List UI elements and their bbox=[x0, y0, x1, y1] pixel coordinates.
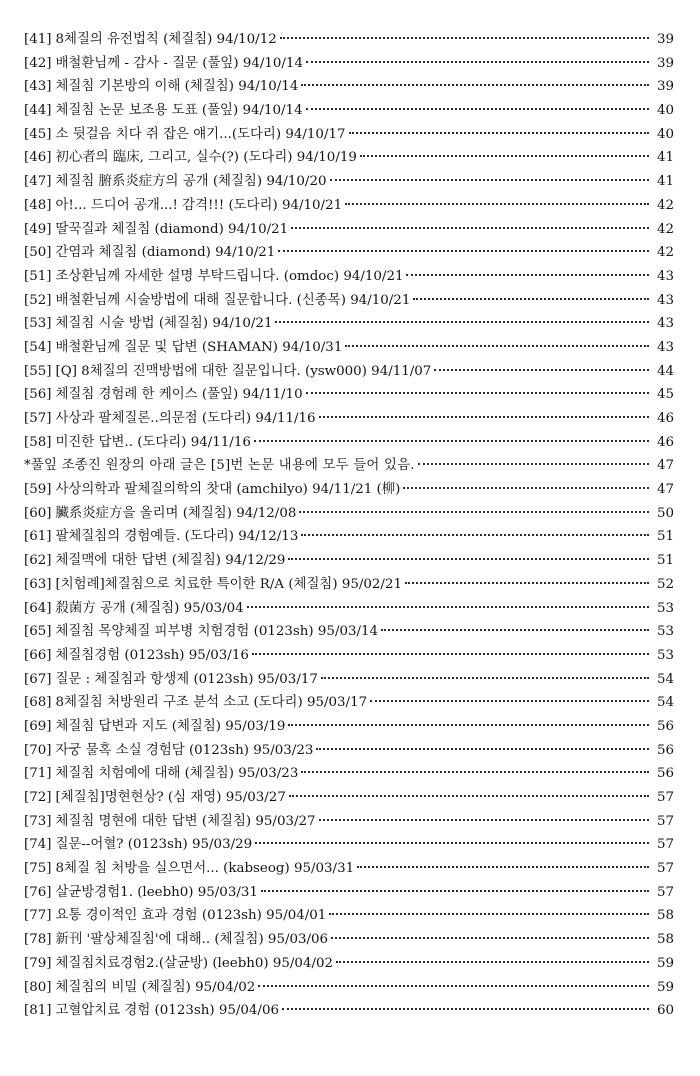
toc-entry-page-number: 44 bbox=[656, 363, 674, 379]
dot-leader bbox=[345, 203, 649, 205]
toc-entry-title: 아!... 드디어 공개...! 감격!!! (도다리) 94/10/21 bbox=[55, 197, 343, 213]
toc-entry-number: [81] bbox=[24, 1003, 52, 1019]
dot-leader bbox=[405, 582, 649, 584]
toc-entry-title: 배철환님께 - 감사 - 질문 (풀잎) 94/10/14 bbox=[55, 55, 303, 71]
toc-entry-page-number: 57 bbox=[656, 790, 674, 805]
toc-entry-title: 체질침의 비밀 (체질침) 95/04/02 bbox=[55, 979, 256, 995]
toc-entry-page-number: 54 bbox=[656, 671, 674, 687]
toc-entry-title: 질문--어혈? (0123sh) 95/03/29 bbox=[55, 837, 253, 853]
toc-entry bbox=[24, 525, 674, 549]
dot-leader bbox=[299, 511, 649, 513]
toc-entry-title: 고혈압치료 경험 (0123sh) 95/04/06 bbox=[55, 1003, 279, 1019]
toc-entry-page-number: 47 bbox=[656, 482, 674, 498]
toc-entry-page-number: 46 bbox=[656, 434, 674, 450]
toc-entry-page-number: 43 bbox=[656, 316, 674, 332]
toc-entry-page-number: 51 bbox=[656, 529, 674, 545]
dot-leader bbox=[418, 463, 649, 465]
dot-leader bbox=[316, 748, 649, 750]
toc-entry-number: [70] bbox=[24, 742, 52, 758]
toc-entry bbox=[24, 857, 674, 881]
toc-entry-page-number: 39 bbox=[656, 32, 674, 47]
toc-entry-title: 체질침 시술 방법 (체질침) 94/10/21 bbox=[55, 316, 273, 332]
toc-entry-title: 체질침 답변과 지도 (체질침) 95/03/19 bbox=[55, 718, 286, 734]
toc-entry bbox=[24, 360, 674, 384]
dot-leader bbox=[349, 132, 650, 134]
toc-entry-page-number: 39 bbox=[656, 79, 674, 95]
toc-entry-number: [66] bbox=[24, 647, 52, 663]
toc-entry-page-number: 53 bbox=[656, 624, 674, 640]
toc-entry-number: [43] bbox=[24, 79, 52, 95]
toc-entry-number: [80] bbox=[24, 979, 52, 995]
dot-leader bbox=[247, 606, 649, 608]
toc-entry bbox=[24, 549, 674, 573]
toc-entry-page-number: 57 bbox=[656, 884, 674, 900]
toc-entry-number: [75] bbox=[24, 861, 52, 877]
dot-leader bbox=[288, 558, 649, 560]
toc-entry-title: 요통 경이적인 효과 경험 (0123sh) 95/04/01 bbox=[55, 908, 327, 924]
toc-entry-title: 臟系炎症方을 올리며 (체질침) 94/12/08 bbox=[55, 505, 297, 521]
toc-entry bbox=[24, 123, 674, 147]
toc-entry bbox=[24, 668, 674, 692]
toc-entry-page-number: 52 bbox=[656, 576, 674, 592]
toc-entry-page-number: 42 bbox=[656, 245, 674, 261]
toc-entry-number: [77] bbox=[24, 908, 52, 924]
dot-leader bbox=[280, 37, 649, 39]
toc-entry-page-number: 45 bbox=[656, 387, 674, 403]
dot-leader bbox=[306, 392, 649, 394]
toc-entry-title: 체질침치료경험2.(살균방) (leebh0) 95/04/02 bbox=[55, 955, 334, 971]
toc-entry bbox=[24, 597, 674, 621]
toc-entry-page-number: 59 bbox=[656, 955, 674, 971]
toc-entry-page-number: 56 bbox=[656, 742, 674, 758]
toc-entry bbox=[24, 478, 674, 502]
toc-entry-title: 新刊 '팔상체질침'에 대해.. (체질침) 95/03/06 bbox=[55, 932, 329, 948]
toc-entry-number: [55] bbox=[24, 363, 52, 379]
dot-leader bbox=[406, 274, 649, 276]
toc-entry-number: [50] bbox=[24, 245, 52, 261]
toc-entry-number: [59] bbox=[24, 482, 52, 498]
toc-entry-number: [60] bbox=[24, 505, 52, 521]
toc-entry-title: 질문 : 체질침과 항생제 (0123sh) 95/03/17 bbox=[55, 671, 318, 687]
toc-entry-number: [56] bbox=[24, 387, 52, 403]
toc-entry-page-number: 43 bbox=[656, 268, 674, 284]
toc-entry-number: [52] bbox=[24, 292, 52, 308]
toc-entry-page-number: 53 bbox=[656, 600, 674, 616]
toc-entry bbox=[24, 265, 674, 289]
toc-entry-page-number: 39 bbox=[656, 55, 674, 71]
toc-entry bbox=[24, 99, 674, 123]
toc-entry-number: [68] bbox=[24, 695, 52, 711]
toc-entry bbox=[24, 383, 674, 407]
dot-leader bbox=[301, 534, 649, 536]
toc-entry-number: [58] bbox=[24, 434, 52, 450]
toc-entry-page-number: 54 bbox=[656, 695, 674, 711]
toc-entry-title: 조상환님께 자세한 설명 부탁드립니다. (omdoc) 94/10/21 bbox=[55, 268, 404, 284]
toc-entry-title: [치험례]체질침으로 치료한 특이한 R/A (체질침) 95/02/21 bbox=[55, 576, 402, 592]
toc-entry-title: 初心者의 臨床, 그리고, 실수(?) (도다리) 94/10/19 bbox=[55, 150, 357, 166]
toc-entry-title: [체질침]명현현상? (심 재영) 95/03/27 bbox=[55, 790, 286, 805]
toc-entry-title: 8체질의 유전법칙 (체질침) 94/10/12 bbox=[55, 32, 277, 47]
dot-leader bbox=[301, 84, 649, 86]
toc-entry bbox=[24, 739, 674, 763]
dot-leader bbox=[330, 179, 650, 181]
toc-entry-page-number: 57 bbox=[656, 861, 674, 877]
toc-entry-number: [62] bbox=[24, 553, 52, 569]
toc-entry-page-number: 60 bbox=[656, 1003, 674, 1019]
toc-entry-page-number: 59 bbox=[656, 979, 674, 995]
toc-entry-number: [63] bbox=[24, 576, 52, 592]
toc-entry-page-number: 40 bbox=[656, 126, 674, 142]
toc-entry-title: 배철환님께 시술방법에 대해 질문합니다. (신종목) 94/10/21 bbox=[55, 292, 411, 308]
toc-entry-number: [41] bbox=[24, 32, 52, 47]
toc-entry bbox=[24, 691, 674, 715]
toc-entry bbox=[24, 194, 674, 218]
toc-entry-title: 사상의학과 팔체질의학의 찻대 (amchilyo) 94/11/21 (柳) bbox=[55, 482, 401, 498]
toc-entry-page-number: 56 bbox=[656, 766, 674, 782]
dot-leader bbox=[261, 890, 649, 892]
toc-entry-page-number: 43 bbox=[656, 292, 674, 308]
toc-entry-page-number: 57 bbox=[656, 837, 674, 853]
toc-entry bbox=[24, 502, 674, 526]
toc-entry bbox=[24, 904, 674, 928]
toc-entry bbox=[24, 715, 674, 739]
dot-leader bbox=[403, 487, 649, 489]
toc-entry bbox=[24, 407, 674, 431]
toc-entry-number: [71] bbox=[24, 766, 52, 782]
toc-entry-number: [45] bbox=[24, 126, 52, 142]
toc-entry-title: *풀잎 조종진 원장의 아래 글은 [5]번 논문 내용에 모두 들어 있음. bbox=[24, 458, 415, 474]
toc-entry-title: 8체질침 처방원리 구조 분석 소고 (도다리) 95/03/17 bbox=[55, 695, 368, 711]
toc-entry-number: [74] bbox=[24, 837, 52, 853]
dot-leader bbox=[329, 913, 649, 915]
toc-entry bbox=[24, 999, 674, 1023]
toc-entry-number: [65] bbox=[24, 624, 52, 640]
dot-leader bbox=[345, 345, 649, 347]
toc-entry-title: 체질침 목양체질 피부병 치험경험 (0123sh) 95/03/14 bbox=[55, 624, 379, 640]
dot-leader bbox=[254, 440, 649, 442]
toc-entry-title: 체질침경험 (0123sh) 95/03/16 bbox=[55, 647, 249, 663]
toc-entry bbox=[24, 762, 674, 786]
toc-entry-title: 체질침 논문 보조용 도표 (풀잎) 94/10/14 bbox=[55, 103, 303, 119]
toc-entry-title: 간염과 체질침 (diamond) 94/10/21 bbox=[55, 245, 276, 261]
toc-entry-number: [47] bbox=[24, 174, 52, 190]
toc-entry-page-number: 42 bbox=[656, 197, 674, 213]
toc-entry bbox=[24, 289, 674, 313]
toc-entry bbox=[24, 336, 674, 360]
dot-leader bbox=[255, 842, 649, 844]
dot-leader bbox=[288, 724, 649, 726]
dot-leader bbox=[321, 677, 649, 679]
toc-entry bbox=[24, 810, 674, 834]
toc-entry-title: 살균방경험1. (leebh0) 95/03/31 bbox=[55, 884, 258, 900]
toc-entry-title: 체질침 경험례 한 케이스 (풀잎) 94/11/10 bbox=[55, 387, 303, 403]
toc-entry-page-number: 46 bbox=[656, 411, 674, 426]
dot-leader bbox=[289, 795, 649, 797]
toc-entry-page-number: 50 bbox=[656, 505, 674, 521]
toc-entry-page-number: 41 bbox=[656, 150, 674, 166]
dot-leader bbox=[331, 937, 649, 939]
toc-entry-title: 殺菌方 공개 (체질침) 95/03/04 bbox=[55, 600, 244, 616]
toc-entry-number: [46] bbox=[24, 150, 52, 166]
table-of-contents bbox=[24, 28, 674, 1023]
toc-entry-number: [78] bbox=[24, 932, 52, 948]
dot-leader bbox=[275, 321, 649, 323]
toc-entry bbox=[24, 928, 674, 952]
toc-entry bbox=[24, 431, 674, 455]
toc-entry bbox=[24, 218, 674, 242]
toc-entry-title: 체질침 명현에 대한 답변 (체질침) 95/03/27 bbox=[55, 813, 316, 829]
toc-entry bbox=[24, 881, 674, 905]
toc-entry bbox=[24, 620, 674, 644]
toc-entry bbox=[24, 833, 674, 857]
dot-leader bbox=[381, 629, 649, 631]
toc-entry bbox=[24, 786, 674, 810]
dot-leader bbox=[306, 61, 649, 63]
dot-leader bbox=[413, 298, 649, 300]
toc-entry bbox=[24, 644, 674, 668]
toc-entry bbox=[24, 312, 674, 336]
toc-entry-title: 미진한 답변.. (도다리) 94/11/16 bbox=[55, 434, 251, 450]
toc-entry-page-number: 40 bbox=[656, 103, 674, 119]
toc-entry-page-number: 51 bbox=[656, 553, 674, 569]
dot-leader bbox=[357, 866, 649, 868]
toc-entry bbox=[24, 52, 674, 76]
toc-entry-title: 체질침 기본방의 이해 (체질침) 94/10/14 bbox=[55, 79, 299, 95]
toc-entry-number: [44] bbox=[24, 103, 52, 119]
toc-entry-number: [48] bbox=[24, 197, 52, 213]
toc-entry bbox=[24, 146, 674, 170]
toc-entry-number: [54] bbox=[24, 339, 52, 355]
toc-entry-title: [Q] 8체질의 진맥방법에 대한 질문입니다. (ysw000) 94/11/07 bbox=[55, 363, 432, 379]
toc-entry-number: [51] bbox=[24, 268, 52, 284]
toc-entry-number: [49] bbox=[24, 221, 52, 237]
toc-entry-page-number: 53 bbox=[656, 647, 674, 663]
toc-entry bbox=[24, 75, 674, 99]
toc-entry-number: [79] bbox=[24, 955, 52, 971]
toc-entry bbox=[24, 241, 674, 265]
toc-entry bbox=[24, 170, 674, 194]
toc-entry-title: 배철환님께 질문 및 답변 (SHAMAN) 94/10/31 bbox=[55, 339, 343, 355]
toc-entry bbox=[24, 573, 674, 597]
toc-entry-number: [72] bbox=[24, 790, 52, 805]
toc-note-row bbox=[24, 454, 674, 478]
toc-entry-title: 체질침 腑系炎症方의 공개 (체질침) 94/10/20 bbox=[55, 174, 327, 190]
dot-leader bbox=[434, 369, 649, 371]
toc-entry bbox=[24, 28, 674, 52]
dot-leader bbox=[252, 653, 649, 655]
toc-entry-number: [61] bbox=[24, 529, 52, 545]
toc-entry-number: [53] bbox=[24, 316, 52, 332]
toc-entry-number: [69] bbox=[24, 718, 52, 734]
toc-entry-page-number: 58 bbox=[656, 932, 674, 948]
dot-leader bbox=[291, 227, 649, 229]
toc-entry-title: 체질맥에 대한 답변 (체질침) 94/12/29 bbox=[55, 553, 286, 569]
toc-entry-title: 딸꾹질과 체질침 (diamond) 94/10/21 bbox=[55, 221, 289, 237]
toc-entry-number: [76] bbox=[24, 884, 52, 900]
toc-entry-number: [42] bbox=[24, 55, 52, 71]
toc-entry-page-number: 42 bbox=[656, 221, 674, 237]
toc-entry-title: 사상과 팔체질론..의문점 (도다리) 94/11/16 bbox=[55, 411, 316, 426]
toc-entry-title: 소 뒷걸음 치다 쥐 잡은 얘기...(도다리) 94/10/17 bbox=[55, 126, 346, 142]
toc-entry-title: 체질침 치험예에 대해 (체질침) 95/03/23 bbox=[55, 766, 299, 782]
toc-entry-page-number: 43 bbox=[656, 339, 674, 355]
toc-entry-page-number: 56 bbox=[656, 718, 674, 734]
toc-entry-page-number: 58 bbox=[656, 908, 674, 924]
dot-leader bbox=[258, 985, 649, 987]
dot-leader bbox=[319, 416, 649, 418]
toc-entry-page-number: 41 bbox=[656, 174, 674, 190]
dot-leader bbox=[301, 771, 649, 773]
toc-entry-title: 자궁 물혹 소실 경험담 (0123sh) 95/03/23 bbox=[55, 742, 314, 758]
toc-entry-page-number: 57 bbox=[656, 813, 674, 829]
dot-leader bbox=[360, 155, 649, 157]
toc-entry-page-number: 47 bbox=[656, 458, 674, 474]
toc-entry-number: [67] bbox=[24, 671, 52, 687]
dot-leader bbox=[336, 961, 649, 963]
toc-entry-title: 8체질 침 처방을 실으면서... (kabseog) 95/03/31 bbox=[55, 861, 355, 877]
dot-leader bbox=[370, 700, 649, 702]
toc-entry-number: [64] bbox=[24, 600, 52, 616]
dot-leader bbox=[306, 108, 649, 110]
toc-entry bbox=[24, 976, 674, 1000]
dot-leader bbox=[278, 250, 649, 252]
toc-entry-number: [57] bbox=[24, 411, 52, 426]
dot-leader bbox=[319, 819, 649, 821]
dot-leader bbox=[282, 1008, 649, 1010]
toc-entry-number: [73] bbox=[24, 813, 52, 829]
toc-entry-title: 팔체질침의 경험예들. (도다리) 94/12/13 bbox=[55, 529, 299, 545]
toc-entry bbox=[24, 952, 674, 976]
